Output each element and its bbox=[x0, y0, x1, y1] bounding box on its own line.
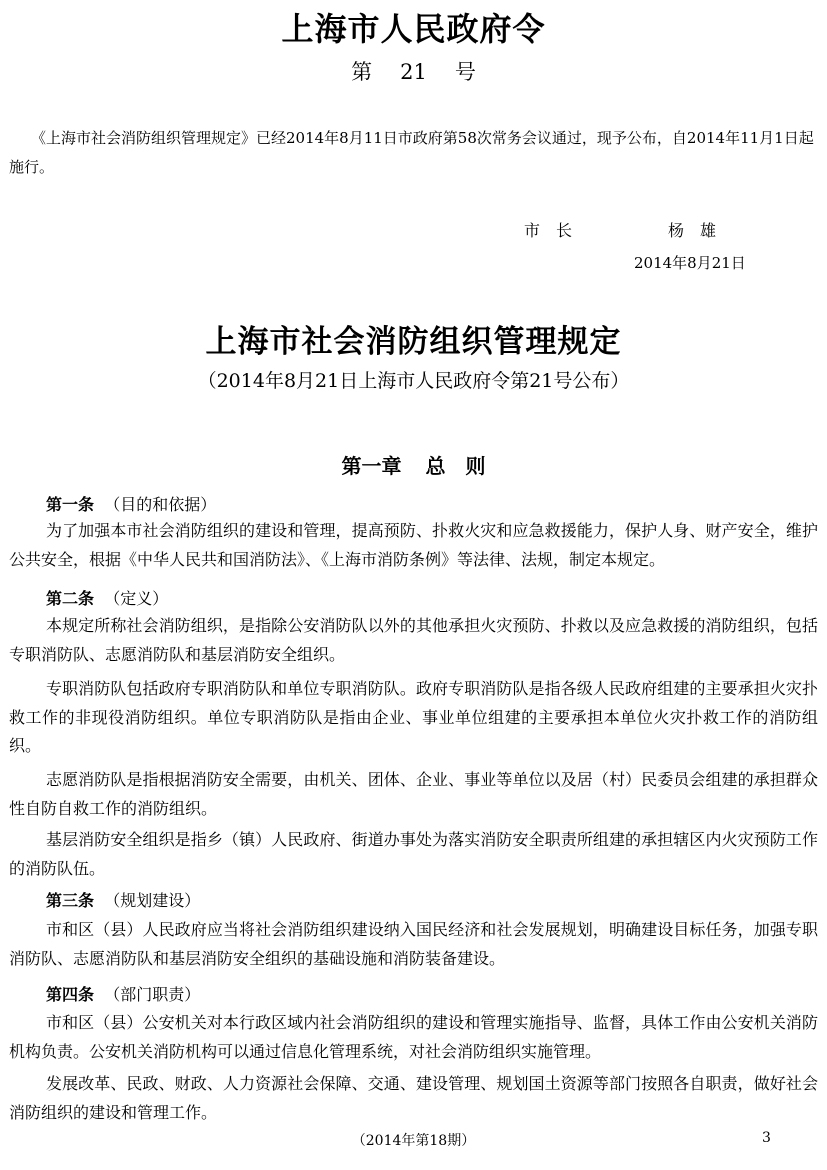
article-1-paragraph: 为了加强本市社会消防组织的建设和管理，提高预防、扑救火灾和应急救援能力，保护人身、财产安全，维护公共安全，根据《中华人民共和国消防法》、《上海市消防条例》等法律、法规，制定本规定。 bbox=[9, 521, 818, 569]
article-4-heading bbox=[46, 982, 200, 1005]
article-number: 第三条 bbox=[46, 891, 95, 910]
article-title: （定义） bbox=[104, 589, 169, 608]
article-1-heading bbox=[46, 492, 216, 515]
signature-date: 2014年8月21日 bbox=[634, 254, 746, 272]
signature-role: 市 长 bbox=[524, 221, 573, 240]
article-4-paragraph: 发展改革、民政、财政、人力资源社会保障、交通、建设管理、规划国土资源等部门按照各自职责，做好社会消防组织的建设和管理工作。 bbox=[9, 1074, 818, 1122]
regulation-title: 上海市社会消防组织管理规定 bbox=[205, 324, 622, 360]
chapter-name: 总 则 bbox=[425, 454, 486, 478]
article-2-paragraph: 志愿消防队是指根据消防安全需要，由机关、团体、企业、事业等单位以及居（村）民委员会组建的承担群众性自防自救工作的消防组织。 bbox=[9, 770, 818, 818]
order-prefix: 第 bbox=[351, 60, 373, 84]
chapter-heading bbox=[0, 450, 827, 479]
article-title: （目的和依据） bbox=[104, 495, 217, 514]
article-title: （规划建设） bbox=[104, 891, 201, 910]
article-number: 第四条 bbox=[46, 985, 95, 1004]
page-number: 3 bbox=[762, 1130, 771, 1146]
article-2-paragraph: 本规定所称社会消防组织，是指除公安消防队以外的其他承担火灾预防、扑救以及应急救援的消防组织，包括专职消防队、志愿消防队和基层消防安全组织。 bbox=[9, 616, 818, 664]
issue-footer: （2014年第18期） bbox=[351, 1133, 476, 1149]
order-number-line bbox=[0, 56, 827, 86]
decree-text: 《上海市社会消防组织管理规定》已经2014年8月11日市政府第58次常务会议通过，现予公布，自2014年11月1日起施行。 bbox=[9, 129, 814, 176]
article-number: 第二条 bbox=[46, 589, 95, 608]
article-2-paragraph: 基层消防安全组织是指乡（镇）人民政府、街道办事处为落实消防安全职责所组建的承担辖区内火灾预防工作的消防队伍。 bbox=[9, 830, 818, 878]
signature-name: 杨 雄 bbox=[668, 221, 717, 240]
decree-title: 上海市人民政府令 bbox=[281, 10, 546, 48]
article-title: （部门职责） bbox=[104, 985, 201, 1004]
article-4-paragraph: 市和区（县）公安机关对本行政区域内社会消防组织的建设和管理实施指导、监督，具体工作由公安机关消防机构负责。公安机关消防机构可以通过信息化管理系统，对社会消防组织实施管理。 bbox=[9, 1013, 818, 1061]
chapter-number: 第一章 bbox=[341, 454, 402, 478]
order-suffix: 号 bbox=[454, 60, 476, 84]
article-3-paragraph: 市和区（县）人民政府应当将社会消防组织建设纳入国民经济和社会发展规划，明确建设目标任务，加强专职消防队、志愿消防队和基层消防安全组织的基础设施和消防装备建设。 bbox=[9, 920, 818, 968]
order-number: 21 bbox=[400, 60, 427, 84]
regulation-subtitle: （2014年8月21日上海市人民政府令第21号公布） bbox=[197, 370, 630, 392]
article-number: 第一条 bbox=[46, 495, 95, 514]
article-3-heading bbox=[46, 888, 200, 911]
article-2-paragraph: 专职消防队包括政府专职消防队和单位专职消防队。政府专职消防队是指各级人民政府组建的主要承担火灾扑救工作的非现役消防组织。单位专职消防队是指由企业、事业单位组建的主要承担本单位火灾扑救工作的消防组织。 bbox=[9, 679, 818, 755]
article-2-heading bbox=[46, 586, 168, 609]
